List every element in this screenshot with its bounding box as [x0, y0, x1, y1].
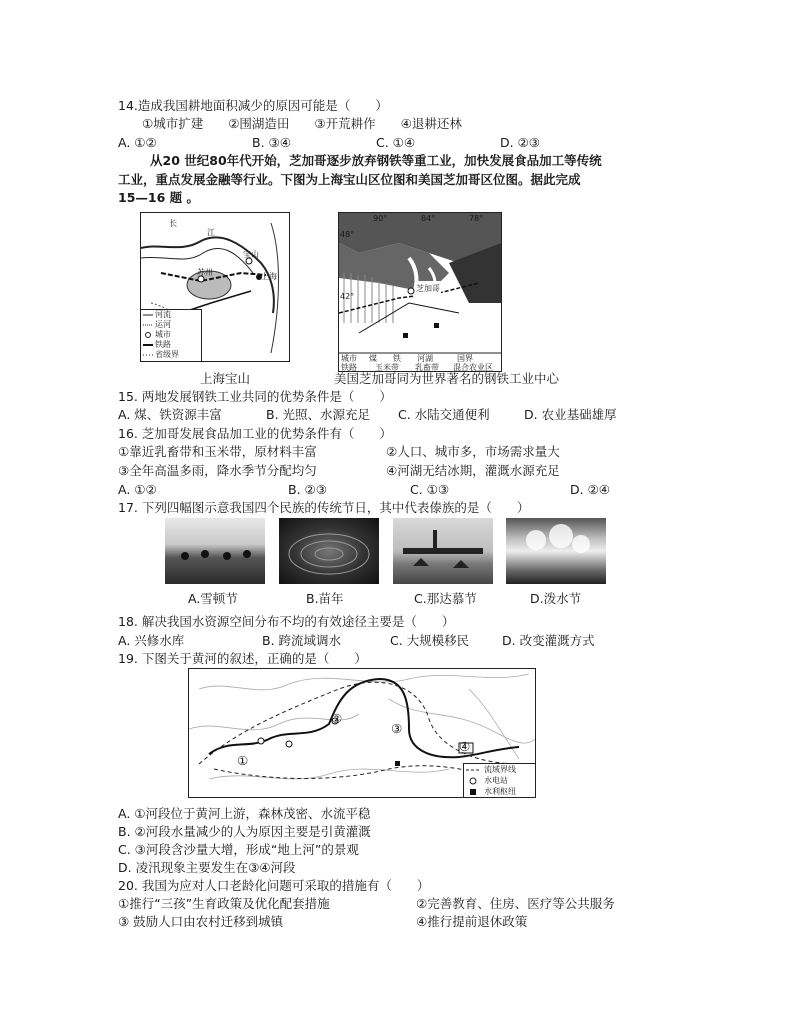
photo-label-c: C.那达慕节 — [414, 591, 477, 606]
baoshan-label-baoshan: 宝山 — [243, 250, 259, 259]
baoshan-legend-railway: 铁路 — [155, 340, 171, 349]
q14-option-c: C. ①④ — [376, 135, 416, 150]
yellow-river-label-1: ① — [237, 753, 249, 768]
chicago-map — [338, 212, 502, 372]
q15-option-c: C. 水陆交通便利 — [398, 407, 490, 422]
q18-stem: 18. 解决我国水资源空间分布不均的有效途径主要是（ ） — [118, 614, 455, 629]
chicago-legend-border: 国界 — [457, 354, 473, 363]
photo-label-d: D.泼水节 — [530, 591, 582, 606]
chicago-lon-90: 90° — [373, 214, 388, 223]
q14-stem: 14.造成我国耕地面积减少的原因可能是（ ） — [118, 98, 388, 113]
q20-item1: ①推行“三孩”生育政策及优化配套措施 — [118, 896, 330, 911]
q15-stem: 15. 两地发展钢铁工业共同的优势条件是（ ） — [118, 389, 392, 404]
baoshan-legend-border: 省级界 — [155, 350, 179, 359]
baoshan-legend-canal: 运河 — [155, 320, 171, 329]
intro-line3: 15—16 题 。 — [118, 190, 199, 205]
q16-stem: 16. 芝加哥发展食品加工业的优势条件有（ ） — [118, 426, 392, 441]
q19-stem: 19. 下图关于黄河的叙述，正确的是（ ） — [118, 651, 367, 666]
chicago-legend-dairy: 乳畜带 — [415, 363, 439, 372]
chicago-city-label: 芝加哥 — [415, 281, 441, 297]
q15-option-d: D. 农业基础雄厚 — [524, 407, 617, 422]
q20-item3: ③ 鼓励人口由农村迁移到城镇 — [118, 914, 284, 929]
yellow-river-label-4: ④ — [459, 739, 471, 754]
q19-option-a: A. ①河段位于黄河上游，森林茂密、水流平稳 — [118, 806, 371, 821]
photo-label-a: A.雪顿节 — [188, 591, 238, 606]
q14-option-a: A. ①② — [118, 135, 157, 150]
chicago-legend-railway: 铁路 — [341, 363, 357, 372]
intro-line1: 从20 世纪80年代开始，芝加哥逐步放弃钢铁等重工业，加快发展食品加工等传统 — [150, 153, 602, 168]
photo-water-splashing-festival — [506, 518, 606, 584]
photo-miao-new-year — [279, 518, 379, 584]
chicago-caption: 美国芝加哥同为世界著名的钢铁工业中心 — [334, 371, 560, 386]
q15-option-a: A. 煤、铁资源丰富 — [118, 407, 222, 422]
q18-option-d: D. 改变灌溉方式 — [502, 633, 595, 648]
chicago-legend-lake: 河湖 — [417, 354, 433, 363]
yellow-river-legend-boundary: 流域界线 — [484, 765, 516, 774]
q20-stem: 20. 我国为应对人口老龄化问题可采取的措施有（ ） — [118, 878, 430, 893]
yellow-river-label-3: ③ — [391, 721, 403, 736]
q16-option-b: B. ②③ — [288, 482, 327, 497]
baoshan-label-jiang: 江 — [207, 228, 215, 237]
q19-option-b: B. ②河段水量减少的人为原因主要是引黄灌溉 — [118, 824, 371, 839]
q19-option-c: C. ③河段含沙量大增，形成“地上河”的景观 — [118, 842, 359, 857]
q19-option-d: D. 凌汛现象主要发生在③④河段 — [118, 860, 296, 875]
q14-items: ①城市扩建 ②围湖造田 ③开荒耕作 ④退耕还林 — [142, 116, 462, 131]
baoshan-label-shanghai: 上海 — [261, 272, 277, 281]
yellow-river-legend-hydropower: 水电站 — [484, 776, 508, 785]
chicago-legend-city: 城市 — [341, 354, 357, 363]
q18-option-b: B. 跨流域调水 — [262, 633, 342, 648]
q20-item4: ④推行提前退休政策 — [416, 914, 528, 929]
q16-item2: ②人口、城市多，市场需求量大 — [386, 444, 560, 459]
photo-xuedun-festival — [165, 518, 265, 584]
chicago-legend-iron: 铁 — [393, 354, 401, 363]
baoshan-caption: 上海宝山 — [200, 371, 251, 386]
yellow-river-legend-hub: 水利枢纽 — [484, 787, 516, 796]
q16-item3: ③全年高温多雨，降水季节分配均匀 — [118, 463, 317, 478]
photo-label-b: B.苗年 — [306, 591, 344, 606]
baoshan-legend — [141, 309, 202, 362]
q14-option-b: B. ③④ — [252, 135, 291, 150]
q16-item1: ①靠近乳畜带和玉米带，原材料丰富 — [118, 444, 317, 459]
q16-option-a: A. ①② — [118, 482, 157, 497]
chicago-legend-mixed: 混合农业区 — [453, 363, 493, 372]
q16-option-c: C. ①③ — [410, 482, 450, 497]
baoshan-map — [140, 212, 290, 362]
yellow-river-map — [188, 668, 536, 798]
q15-option-b: B. 光照、水源充足 — [266, 407, 371, 422]
q14-option-d: D. ②③ — [500, 135, 540, 150]
q18-option-a: A. 兴修水库 — [118, 633, 185, 648]
chicago-lat-48: 48° — [340, 230, 355, 239]
q18-option-c: C. 大规模移民 — [390, 633, 470, 648]
chicago-lon-78: 78° — [469, 214, 484, 223]
q16-item4: ④河湖无结冰期，灌溉水源充足 — [386, 463, 560, 478]
chicago-legend-corn: 玉米带 — [375, 363, 399, 372]
q17-stem: 17. 下列四幅图示意我国四个民族的传统节日，其中代表傣族的是（ ） — [118, 500, 530, 515]
baoshan-legend-river: 河流 — [155, 310, 171, 319]
baoshan-label-suzhou: 苏州 — [197, 268, 213, 277]
baoshan-label-chang: 长 — [169, 219, 177, 228]
q16-option-d: D. ②④ — [570, 482, 610, 497]
baoshan-legend-city: 城市 — [155, 330, 171, 339]
chicago-lat-42: 42° — [340, 292, 355, 301]
yellow-river-label-2: ② — [331, 711, 343, 726]
q20-item2: ②完善教育、住房、医疗等公共服务 — [416, 896, 615, 911]
yellow-river-legend — [463, 763, 536, 798]
photo-naadam-festival — [393, 518, 493, 584]
chicago-lon-84: 84° — [421, 214, 436, 223]
intro-line2: 工业，重点发展金融等行业。下图为上海宝山区位图和美国芝加哥区位图。据此完成 — [118, 172, 581, 187]
chicago-legend-coal: 煤 — [369, 354, 377, 363]
